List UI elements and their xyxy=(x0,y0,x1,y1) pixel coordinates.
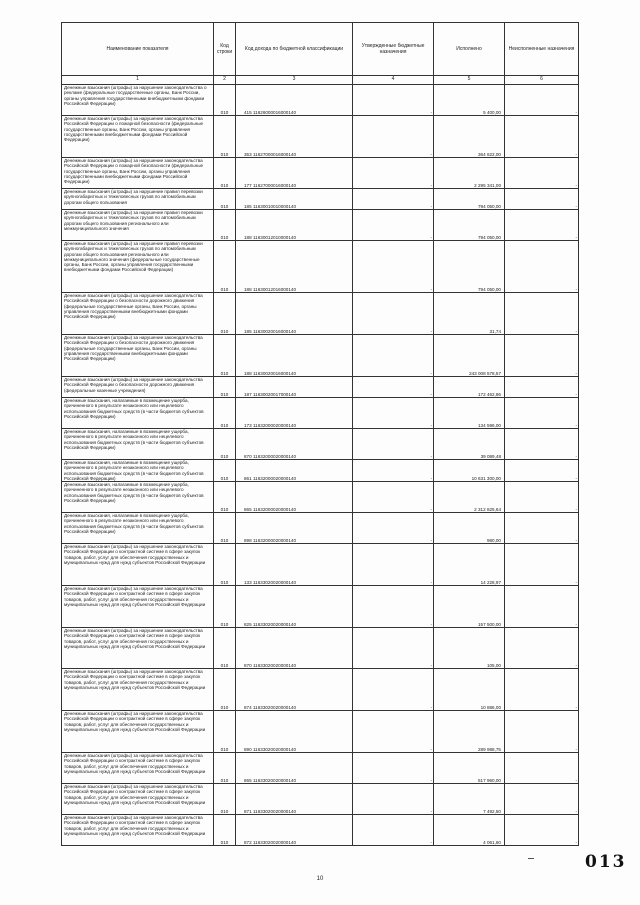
approved-cell: - xyxy=(353,482,434,513)
indicator-name-cell: Денежные взыскания (штрафы) за нарушение законодательства Российской Федерации о безопасности дорожного движения (федеральные государственные органы, Банк России, органы управления государственными внебюджетными фондами Российской Федерации) xyxy=(62,293,214,335)
line-code-cell: 010 xyxy=(214,544,236,586)
indicator-name-cell: Денежные взыскания, налагаемые в возмещение ущерба, причиненного в результате незаконного или нецелевого использования бюджетных средств (в части бюджетов субъектов Российской Федерации) xyxy=(62,482,214,513)
line-code-cell: 010 xyxy=(214,669,236,711)
revenue-code-cell: 177 11627000016000140 xyxy=(236,158,353,189)
remaining-cell: - xyxy=(505,377,579,398)
approved-cell: - xyxy=(353,241,434,293)
indicator-name-cell: Денежные взыскания (штрафы) за нарушение законодательства о рекламе (федеральные государственные органы, Банк России, органы управления государственными внебюджетными фондами Российской Федерации) xyxy=(62,85,214,116)
table-row xyxy=(62,711,579,753)
revenue-code-cell: 133 11633020020000140 xyxy=(236,544,353,586)
indicator-name-cell: Денежные взыскания (штрафы) за нарушение законодательства Российской Федерации о безопасности дорожного движения (федеральные казенные учреждения) xyxy=(62,377,214,398)
remaining-cell: - xyxy=(505,482,579,513)
remaining-cell: - xyxy=(505,669,579,711)
indicator-name-cell: Денежные взыскания (штрафы) за нарушение законодательства Российской Федерации о пожарной безопасности (федеральные государственные органы, Банк России, органы управления государственными внебюджетными фондами Российской Федерации) xyxy=(62,116,214,158)
indicator-name-cell: Денежные взыскания (штрафы) за нарушение законодательства Российской Федерации о контрактной системе в сфере закупок товаров, работ, услуг для обеспечения государственных и муниципальных нужд для нужд субъектов Российской Федерации xyxy=(62,628,214,669)
table-header-row xyxy=(62,23,579,76)
column-number: 3 xyxy=(236,76,353,85)
executed-cell: 31,74 xyxy=(434,293,505,335)
table-row xyxy=(62,460,579,482)
executed-cell: 39 089,48 xyxy=(434,429,505,460)
remaining-cell: - xyxy=(505,293,579,335)
page-number: 10 xyxy=(316,876,324,882)
executed-cell: 794 050,00 xyxy=(434,241,505,293)
revenue-code-cell: 871 11633020020000140 xyxy=(236,784,353,815)
indicator-name-cell: Денежные взыскания (штрафы) за нарушение законодательства Российской Федерации о контрактной системе в сфере закупок товаров, работ, услуг для обеспечения государственных и муниципальных нужд для нужд субъектов Российской Федерации xyxy=(62,784,214,815)
approved-cell: - xyxy=(353,158,434,189)
executed-cell: 172 462,86 xyxy=(434,377,505,398)
table-row xyxy=(62,398,579,429)
approved-cell: - xyxy=(353,628,434,669)
line-code-cell: 010 xyxy=(214,189,236,210)
line-code-cell: 010 xyxy=(214,784,236,815)
table-row xyxy=(62,189,579,210)
indicator-name-cell: Денежные взыскания (штрафы) за нарушение правил перевозки крупногабаритных и тяжеловесных грузов по автомобильным дорогам общего пользования xyxy=(62,189,214,210)
approved-cell: - xyxy=(353,544,434,586)
remaining-cell: - xyxy=(505,513,579,544)
executed-cell: 105,00 xyxy=(434,628,505,669)
table-row xyxy=(62,335,579,377)
indicator-name-cell: Денежные взыскания (штрафы) за нарушение законодательства Российской Федерации о контрактной системе в сфере закупок товаров, работ, услуг для обеспечения государственных и муниципальных нужд для нужд субъектов Российской Федерации xyxy=(62,586,214,628)
approved-cell: - xyxy=(353,335,434,377)
table-row xyxy=(62,85,579,116)
line-code-cell: 010 xyxy=(214,377,236,398)
approved-cell: - xyxy=(353,398,434,429)
line-code-cell: 010 xyxy=(214,753,236,784)
table-row xyxy=(62,210,579,241)
approved-cell: - xyxy=(353,460,434,482)
table-row xyxy=(62,628,579,669)
revenue-code-cell: 874 11633020020000140 xyxy=(236,669,353,711)
remaining-cell: - xyxy=(505,210,579,241)
table-row xyxy=(62,293,579,335)
table-row xyxy=(62,241,579,293)
executed-cell: 2 295 341,00 xyxy=(434,158,505,189)
revenue-code-cell: 870 11633020020000140 xyxy=(236,628,353,669)
header-indicator-name: Наименование показателя xyxy=(62,23,214,76)
line-code-cell: 010 xyxy=(214,460,236,482)
revenue-code-cell: 898 11632000020000140 xyxy=(236,513,353,544)
executed-cell: 364 622,00 xyxy=(434,116,505,158)
approved-cell: - xyxy=(353,116,434,158)
approved-cell: - xyxy=(353,586,434,628)
revenue-code-cell: 890 11633020020000140 xyxy=(236,711,353,753)
line-code-cell: 010 xyxy=(214,429,236,460)
approved-cell: - xyxy=(353,513,434,544)
column-number: 5 xyxy=(434,76,505,85)
executed-cell: 794 050,00 xyxy=(434,189,505,210)
approved-cell: - xyxy=(353,293,434,335)
line-code-cell: 010 xyxy=(214,398,236,429)
scan-mark xyxy=(528,858,534,859)
remaining-cell: - xyxy=(505,753,579,784)
revenue-code-cell: 825 11633020020000140 xyxy=(236,586,353,628)
indicator-name-cell: Денежные взыскания, налагаемые в возмещение ущерба, причиненного в результате незаконного или нецелевого использования бюджетных средств (в части бюджетов субъектов Российской Федерации) xyxy=(62,429,214,460)
revenue-code-cell: 870 11632000020000140 xyxy=(236,429,353,460)
header-revenue-code: Код дохода по бюджетной классификации xyxy=(236,23,353,76)
revenue-code-cell: 185 11630010010000140 xyxy=(236,189,353,210)
table-row xyxy=(62,513,579,544)
remaining-cell: - xyxy=(505,85,579,116)
approved-cell: - xyxy=(353,189,434,210)
remaining-cell: - xyxy=(505,544,579,586)
remaining-cell: - xyxy=(505,189,579,210)
table-row xyxy=(62,482,579,513)
header-executed: Исполнено xyxy=(434,23,505,76)
executed-cell: 517 960,00 xyxy=(434,753,505,784)
table-row xyxy=(62,586,579,628)
indicator-name-cell: Денежные взыскания (штрафы) за нарушение законодательства Российской Федерации о контрактной системе в сфере закупок товаров, работ, услуг для обеспечения государственных и муниципальных нужд для нужд субъектов Российской Федерации xyxy=(62,544,214,586)
indicator-name-cell: Денежные взыскания (штрафы) за нарушение законодательства Российской Федерации о контрактной системе в сфере закупок товаров, работ, услуг для обеспечения государственных и муниципальных нужд для нужд субъектов Российской Федерации xyxy=(62,669,214,711)
remaining-cell: - xyxy=(505,116,579,158)
indicator-name-cell: Денежные взыскания, налагаемые в возмещение ущерба, причиненного в результате незаконного или нецелевого использования бюджетных средств (в части бюджетов субъектов Российской Федерации) xyxy=(62,460,214,482)
column-number: 6 xyxy=(505,76,579,85)
line-code-cell: 010 xyxy=(214,210,236,241)
executed-cell: 7 492,50 xyxy=(434,784,505,815)
line-code-cell: 010 xyxy=(214,293,236,335)
table-row xyxy=(62,784,579,815)
remaining-cell: - xyxy=(505,398,579,429)
revenue-code-cell: 872 11633020020000140 xyxy=(236,815,353,846)
revenue-code-cell: 861 11632000020000140 xyxy=(236,460,353,482)
indicator-name-cell: Денежные взыскания (штрафы) за нарушение законодательства Российской Федерации о контрактной системе в сфере закупок товаров, работ, услуг для обеспечения государственных и муниципальных нужд для нужд субъектов Российской Федерации xyxy=(62,753,214,784)
column-number: 4 xyxy=(353,76,434,85)
indicator-name-cell: Денежные взыскания (штрафы) за нарушение правил перевозки крупногабаритных и тяжеловесных грузов по автомобильным дорогам общего пользования регионального или межмуниципального значения xyxy=(62,210,214,241)
revenue-code-cell: 188 11630012010000140 xyxy=(236,210,353,241)
approved-cell: - xyxy=(353,669,434,711)
executed-cell: 157 500,00 xyxy=(434,586,505,628)
revenue-code-cell: 865 11633020020000140 xyxy=(236,753,353,784)
line-code-cell: 010 xyxy=(214,513,236,544)
sheet-stamp: 013 xyxy=(585,852,627,872)
executed-cell: 4 061,60 xyxy=(434,815,505,846)
indicator-name-cell: Денежные взыскания (штрафы) за нарушение законодательства Российской Федерации о пожарной безопасности (федеральные государственные органы, Банк России, органы управления государственными внебюджетными фондами Российской Федерации) xyxy=(62,158,214,189)
line-code-cell: 010 xyxy=(214,335,236,377)
line-code-cell: 010 xyxy=(214,628,236,669)
remaining-cell: - xyxy=(505,241,579,293)
approved-cell: - xyxy=(353,210,434,241)
approved-cell: - xyxy=(353,85,434,116)
revenue-code-cell: 353 11627000016000140 xyxy=(236,116,353,158)
remaining-cell: - xyxy=(505,628,579,669)
remaining-cell: - xyxy=(505,429,579,460)
approved-cell: - xyxy=(353,784,434,815)
table-row xyxy=(62,544,579,586)
indicator-name-cell: Денежные взыскания (штрафы) за нарушение законодательства Российской Федерации о контрактной системе в сфере закупок товаров, работ, услуг для обеспечения государственных и муниципальных нужд для нужд субъектов Российской Федерации xyxy=(62,711,214,753)
remaining-cell: - xyxy=(505,158,579,189)
remaining-cell: - xyxy=(505,815,579,846)
line-code-cell: 010 xyxy=(214,116,236,158)
table-row xyxy=(62,116,579,158)
column-number: 2 xyxy=(214,76,236,85)
indicator-name-cell: Денежные взыскания (штрафы) за нарушение правил перевозки крупногабаритных и тяжеловесных грузов по автомобильным дорогам общего пользования регионального или межмуниципального значения (федеральные государственные органы, Банк России, органы управления государственными внебюджетными фондами Российской Федерации) xyxy=(62,241,214,293)
approved-cell: - xyxy=(353,377,434,398)
table-row xyxy=(62,429,579,460)
header-approved: Утвержденные бюджетные назначения xyxy=(353,23,434,76)
revenue-code-cell: 173 11632000020000140 xyxy=(236,398,353,429)
line-code-cell: 010 xyxy=(214,85,236,116)
executed-cell: 980,00 xyxy=(434,513,505,544)
indicator-name-cell: Денежные взыскания (штрафы) за нарушение законодательства Российской Федерации о контрактной системе в сфере закупок товаров, работ, услуг для обеспечения государственных и муниципальных нужд для нужд субъектов Российской Федерации xyxy=(62,815,214,846)
revenue-code-cell: 865 11632000020000140 xyxy=(236,482,353,513)
executed-cell: 5 400,00 xyxy=(434,85,505,116)
revenue-code-cell: 187 11630020017000140 xyxy=(236,377,353,398)
line-code-cell: 010 xyxy=(214,241,236,293)
revenue-code-cell: 415 11626000016000140 xyxy=(236,85,353,116)
remaining-cell: - xyxy=(505,460,579,482)
line-code-cell: 010 xyxy=(214,158,236,189)
executed-cell: 2 312 825,64 xyxy=(434,482,505,513)
line-code-cell: 010 xyxy=(214,482,236,513)
indicator-name-cell: Денежные взыскания, налагаемые в возмещение ущерба, причиненного в результате незаконного или нецелевого использования бюджетных средств (в части бюджетов субъектов Российской Федерации) xyxy=(62,398,214,429)
revenue-table xyxy=(61,22,579,846)
line-code-cell: 010 xyxy=(214,711,236,753)
executed-cell: 243 008 578,57 xyxy=(434,335,505,377)
line-code-cell: 010 xyxy=(214,815,236,846)
executed-cell: 134 596,00 xyxy=(434,398,505,429)
header-line-code: Код строки xyxy=(214,23,236,76)
header-remaining: Неисполненные назначения xyxy=(505,23,579,76)
table-row xyxy=(62,158,579,189)
column-number: 1 xyxy=(62,76,214,85)
revenue-code-cell: 188 11630012016000140 xyxy=(236,241,353,293)
revenue-code-cell: 188 11630020016000140 xyxy=(236,335,353,377)
column-number-row xyxy=(62,76,579,85)
executed-cell: 289 988,75 xyxy=(434,711,505,753)
executed-cell: 794 050,00 xyxy=(434,210,505,241)
approved-cell: - xyxy=(353,815,434,846)
table-row xyxy=(62,669,579,711)
executed-cell: 10 631 300,00 xyxy=(434,460,505,482)
remaining-cell: - xyxy=(505,784,579,815)
approved-cell: - xyxy=(353,711,434,753)
approved-cell: - xyxy=(353,753,434,784)
approved-cell: - xyxy=(353,429,434,460)
table-row xyxy=(62,377,579,398)
remaining-cell: - xyxy=(505,586,579,628)
executed-cell: 14 228,97 xyxy=(434,544,505,586)
line-code-cell: 010 xyxy=(214,586,236,628)
remaining-cell: - xyxy=(505,711,579,753)
indicator-name-cell: Денежные взыскания, налагаемые в возмещение ущерба, причиненного в результате незаконного или нецелевого использования бюджетных средств (в части бюджетов субъектов Российской Федерации) xyxy=(62,513,214,544)
remaining-cell: - xyxy=(505,335,579,377)
revenue-code-cell: 185 11630020016000140 xyxy=(236,293,353,335)
indicator-name-cell: Денежные взыскания (штрафы) за нарушение законодательства Российской Федерации о безопасности дорожного движения (федеральные государственные органы, Банк России, органы управления государственными внебюджетными фондами Российской Федерации) xyxy=(62,335,214,377)
table-row xyxy=(62,753,579,784)
table-row xyxy=(62,815,579,846)
executed-cell: 10 886,00 xyxy=(434,669,505,711)
